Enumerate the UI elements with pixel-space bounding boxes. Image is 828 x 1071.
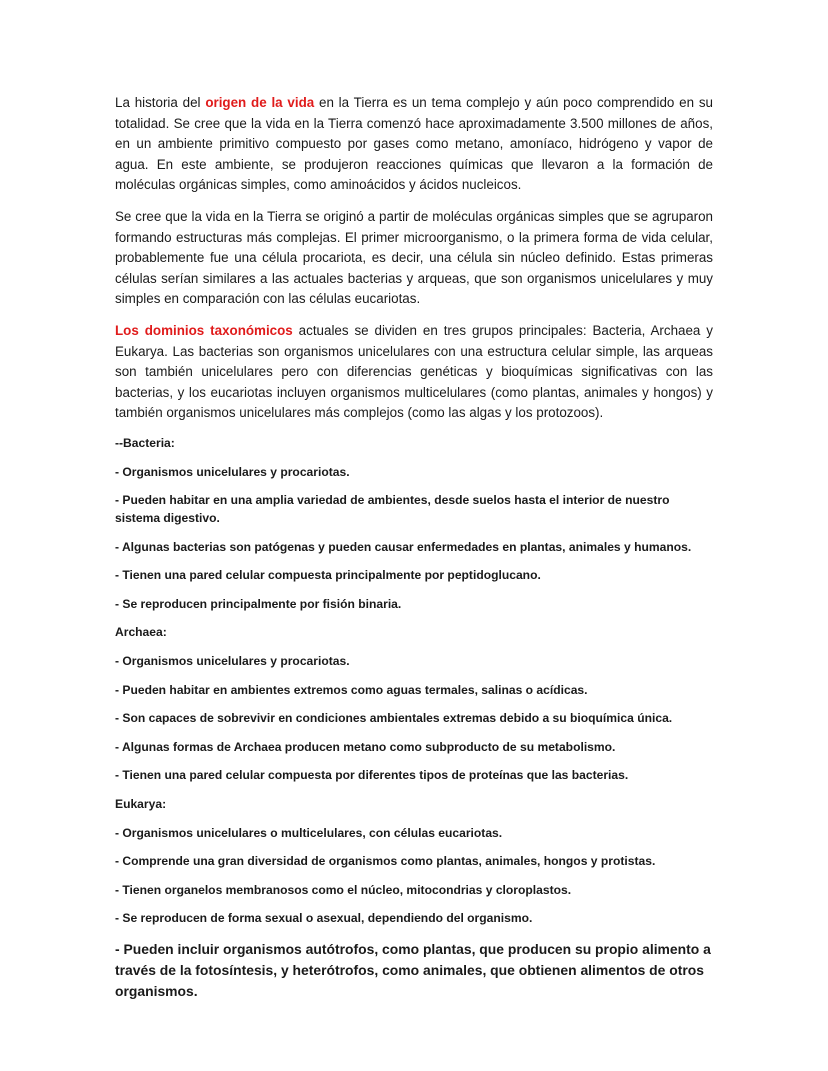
intro-text: en la Tierra es un tema complejo y aún poco comprendido en su totalidad. Se cree que la vida en la Tierra comenzó hace aproximadamente 3.500 millones de años, en un ambiente primitivo compuesto por gases como metano, amoníaco, hidrógeno y vapor de agua. En este ambiente, se produjeron reacciones químicas que llevaron a la formación de moléculas orgánicas simples, como aminoácidos y ácidos nucleicos. [115, 95, 713, 193]
list-item: - Se reproducen de forma sexual o asexual, dependiendo del organismo. [115, 911, 533, 926]
final-statement: - Pueden incluir organismos autótrofos, como plantas, que producen su propio alimento a través de la fotosíntesis, y heterótrofos, como animales, que obtienen alimentos de otros organismos. [115, 941, 711, 999]
intro-text: La historia del [115, 95, 206, 110]
list-item: - Comprende una gran diversidad de organismos como plantas, animales, hongos y protistas. [115, 854, 656, 869]
list-item: - Organismos unicelulares o multicelulares, con células eucariotas. [115, 825, 503, 840]
list-item: - Pueden habitar en una amplia variedad de ambientes, desde suelos hasta el interior de nuestro sistema digestivo. [115, 493, 670, 525]
list-item: - Organismos unicelulares y procariotas. [115, 654, 350, 669]
list-item: - Tienen organelos membranosos como el núcleo, mitocondrias y cloroplastos. [115, 882, 572, 897]
list-item: - Son capaces de sobrevivir en condiciones ambientales extremas debido a su bioquímica única. [115, 711, 673, 726]
list-item: - Algunas formas de Archaea producen metano como subproducto de su metabolismo. [115, 739, 616, 754]
highlight-origen: origen de la vida [205, 95, 315, 110]
archaea-heading: Archaea: [115, 625, 167, 640]
list-item: - Algunas bacterias son patógenas y pueden causar enfermedades en plantas, animales y humanos. [115, 539, 692, 554]
bacteria-heading: --Bacteria: [115, 435, 175, 450]
list-item: - Tienen una pared celular compuesta principalmente por peptidoglucano. [115, 568, 541, 583]
list-item: - Se reproducen principalmente por fisión binaria. [115, 596, 402, 611]
list-item: - Tienen una pared celular compuesta por diferentes tipos de proteínas que las bacterias. [115, 768, 629, 783]
intro-paragraph-3 [115, 321, 713, 424]
eukarya-heading: Eukarya: [115, 797, 167, 812]
intro-paragraph-1 [115, 93, 713, 196]
intro-text: actuales se dividen en tres grupos principales: Bacteria, Archaea y Eukarya. Las bacterias son organismos unicelulares con una estructura celular simple, las arqueas son también unicelulares pero con diferencias genéticas y bioquímicas significativas con las bacterias, y los eucariotas incluyen organismos multicelulares (como plantas, animales y hongos) y también organismos unicelulares más complejos (como las algas y los protozoos). [115, 322, 713, 421]
document-page [115, 93, 713, 1002]
list-item: - Pueden habitar en ambientes extremos como aguas termales, salinas o acídicas. [115, 682, 588, 697]
list-item: - Organismos unicelulares y procariotas. [115, 464, 350, 479]
intro-paragraph-2: Se cree que la vida en la Tierra se originó a partir de moléculas orgánicas simples que se agruparon formando estructuras más complejas. El primer microorganismo, o la primera forma de vida celular, probablemente fue una célula procariota, es decir, una célula sin núcleo definido. Estas primeras células serían similares a las actuales bacterias y arqueas, que son organismos unicelulares y muy simples en comparación con las células eucariotas. [115, 208, 713, 307]
highlight-dominios: Los dominios taxonómicos [115, 322, 293, 338]
